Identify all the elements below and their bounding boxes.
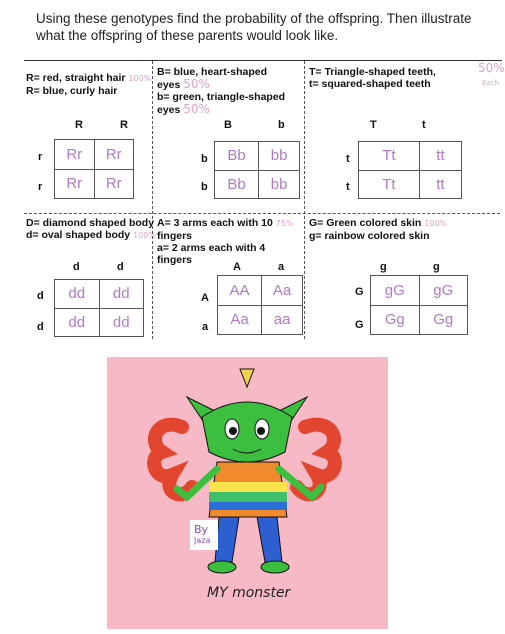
punnett-cell: Rr	[55, 169, 95, 199]
body-trait: D= diamond shaped body d= oval shaped body 100%	[26, 217, 156, 241]
punnett-cell: gG	[371, 276, 420, 306]
allele-header: b	[278, 119, 285, 131]
drawing-caption: MY monster	[207, 585, 291, 601]
divider	[152, 61, 153, 339]
punnett-cell: Aa	[218, 305, 262, 335]
punnett-cell: Bb	[215, 142, 259, 171]
allele-header: t	[346, 181, 350, 193]
punnett-square-eyes	[214, 141, 300, 199]
punnett-cell: Rr	[94, 140, 134, 170]
punnett-cell: dd	[99, 308, 144, 337]
punnett-cell: Rr	[55, 140, 95, 170]
punnett-cell: Gg	[419, 305, 468, 335]
allele-header: a	[278, 261, 285, 273]
allele-header: G	[355, 286, 364, 298]
punnett-cell: gG	[419, 276, 468, 306]
punnett-square-skin	[370, 275, 468, 335]
allele-header: r	[38, 151, 43, 163]
punnett-cell: tt	[419, 142, 461, 171]
allele-header: R	[120, 119, 128, 131]
punnett-cell: Tt	[359, 142, 420, 171]
punnett-square-arms	[217, 275, 303, 335]
punnett-cell: bb	[259, 142, 300, 171]
punnett-cell: bb	[259, 170, 300, 199]
eyes-trait: B= blue, heart-shaped eyes 50% b= green, triangle-shaped eyes 50%	[157, 66, 286, 116]
skin-trait: G= Green colored skin 100% g= rainbow colored skin	[309, 217, 448, 242]
allele-header: a	[202, 321, 209, 333]
percent-note: Each	[482, 79, 499, 87]
arms-trait: A= 3 arms each with 10 75% fingers a= 2 arms each with 4 fingers	[157, 217, 294, 266]
allele-header: b	[201, 181, 208, 193]
allele-header: t	[422, 119, 426, 131]
allele-header: d	[73, 261, 80, 273]
punnett-cell: tt	[419, 170, 461, 199]
punnett-cell: Bb	[215, 170, 259, 199]
allele-header: d	[37, 321, 44, 333]
punnett-square-hair	[54, 139, 134, 199]
percent-label: 50%	[478, 61, 505, 75]
allele-header: R	[75, 119, 83, 131]
punnett-cell: aa	[262, 305, 303, 335]
punnett-cell: Gg	[371, 305, 420, 335]
punnett-square-teeth	[358, 141, 462, 199]
punnett-cell: Tt	[359, 170, 420, 199]
allele-header: d	[117, 261, 124, 273]
teeth-trait: T= Triangle-shaped teeth, t= squared-shaped teeth	[309, 66, 436, 90]
punnett-cell: Aa	[262, 276, 303, 306]
worksheet	[24, 60, 505, 339]
allele-header: T	[370, 119, 377, 131]
allele-header: B	[224, 119, 232, 131]
allele-header: A	[233, 261, 241, 273]
punnett-cell: dd	[55, 280, 100, 309]
allele-header: g	[380, 261, 387, 273]
hair-trait: R= red, straight hair 100% R= blue, curly hair	[26, 72, 152, 97]
signature: By Jaza	[194, 523, 211, 545]
punnett-square-body	[54, 279, 144, 337]
allele-header: G	[355, 319, 364, 331]
instructions: Using these genotypes find the probability of the offspring. Then illustrate what the offspring of these parents would look like.	[36, 11, 472, 43]
allele-header: r	[38, 181, 43, 193]
allele-header: g	[433, 261, 440, 273]
allele-header: d	[37, 290, 44, 302]
divider	[24, 213, 500, 214]
punnett-cell: dd	[55, 308, 100, 337]
punnett-cell: dd	[99, 280, 144, 309]
punnett-cell: AA	[218, 276, 262, 306]
allele-header: t	[346, 153, 350, 165]
monster-drawing	[107, 357, 388, 629]
allele-header: b	[201, 153, 208, 165]
allele-header: A	[201, 292, 209, 304]
punnett-cell: Rr	[94, 169, 134, 199]
